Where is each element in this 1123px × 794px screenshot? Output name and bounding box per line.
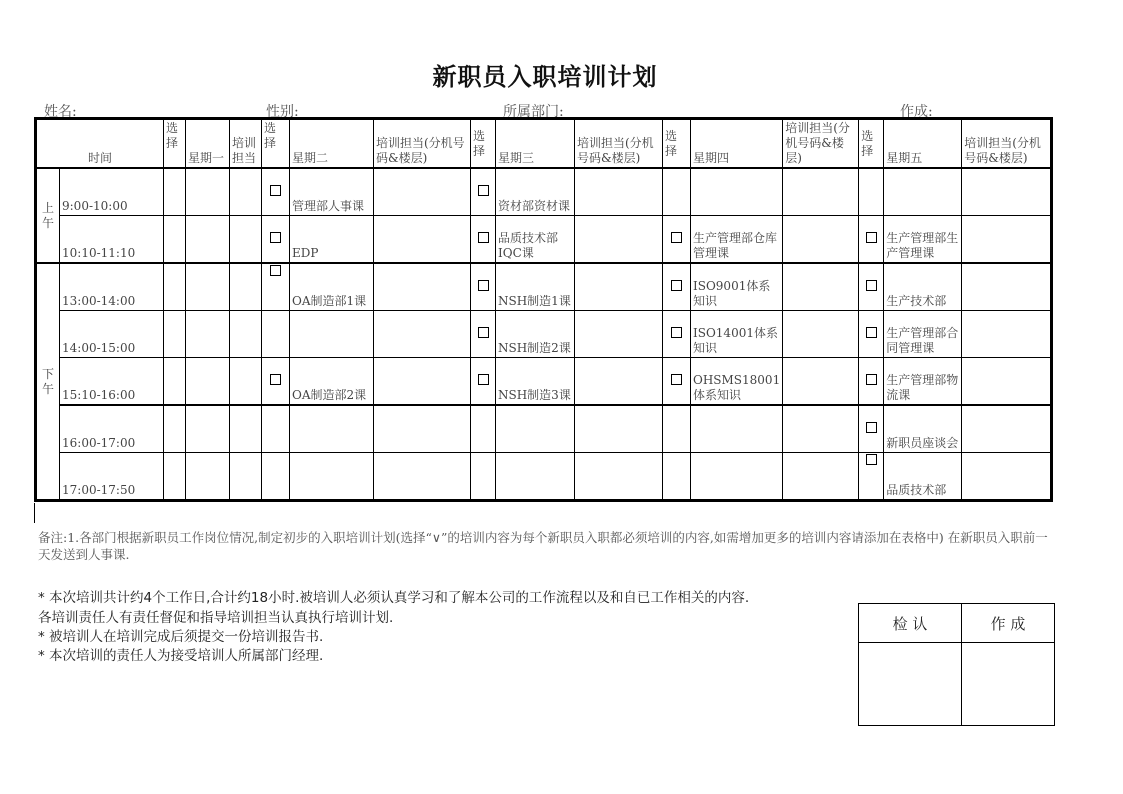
wednesday-course: NSH制造2课 — [496, 311, 575, 358]
gender-label: 性别: — [266, 104, 299, 120]
tuesday-course: EDP — [290, 216, 374, 264]
author-label: 作成: — [900, 104, 933, 120]
select-checkbox[interactable] — [866, 374, 877, 385]
select-checkbox[interactable] — [270, 185, 281, 196]
select-checkbox[interactable] — [671, 232, 682, 243]
statement-line: * 被培训人在培训完成后须提交一份培训报告书. — [38, 629, 324, 645]
tuesday-course: OA制造部2课 — [290, 358, 374, 406]
name-label: 姓名: — [44, 104, 77, 120]
wednesday-course: NSH制造1课 — [496, 263, 575, 311]
select-checkbox[interactable] — [866, 454, 877, 465]
check-signature-box[interactable] — [859, 643, 962, 726]
thursday-course — [691, 168, 783, 216]
tuesday-course — [290, 405, 374, 453]
select-checkbox[interactable] — [671, 374, 682, 385]
select-checkbox[interactable] — [866, 280, 877, 291]
header-select-thu: 选择 — [663, 119, 691, 169]
select-checkbox[interactable] — [478, 374, 489, 385]
thursday-course: 生产管理部仓库管理课 — [691, 216, 783, 264]
header-thursday-trainer: 培训担当(分机号码&楼层) — [783, 119, 859, 169]
wednesday-course — [496, 405, 575, 453]
wednesday-course: 资材部资材课 — [496, 168, 575, 216]
header-friday-trainer: 培训担当(分机号码&楼层) — [962, 119, 1052, 169]
header-select-mon: 选择 — [164, 119, 186, 169]
make-signature-box[interactable] — [962, 643, 1055, 726]
thursday-course: ISO14001体系知识 — [691, 311, 783, 358]
header-tuesday: 星期二 — [290, 119, 374, 169]
remark-note: 备注:1.各部门根据新职员工作岗位情况,制定初步的入职培训计划(选择“∨”的培训内容为每个新职员入职都必须培训的内容,如需增加更多的培训内容请添加在表格中) 在新职员入职前一天发送到人事课. — [38, 530, 1048, 562]
approval-table — [858, 603, 1055, 726]
select-checkbox[interactable] — [270, 265, 281, 276]
training-schedule-table — [34, 117, 1053, 502]
page-title: 新职员入职培训计划 — [432, 62, 658, 91]
table-row — [36, 453, 1052, 501]
select-checkbox[interactable] — [866, 232, 877, 243]
header-friday: 星期五 — [884, 119, 962, 169]
make-label: 作 成 — [962, 604, 1055, 643]
time-cell: 17:00-17:50 — [60, 453, 164, 501]
table-row — [36, 168, 1052, 216]
check-label: 检 认 — [859, 604, 962, 643]
tuesday-course — [290, 311, 374, 358]
department-label: 所属部门: — [503, 104, 564, 120]
select-checkbox[interactable] — [671, 327, 682, 338]
select-checkbox[interactable] — [478, 185, 489, 196]
header-row — [36, 119, 1052, 169]
table-row — [36, 405, 1052, 453]
header-select-wed: 选择 — [471, 119, 496, 169]
statement-line: 各培训责任人有责任督促和指导培训担当认真执行培训计划. — [38, 610, 394, 626]
tuesday-course: OA制造部1课 — [290, 263, 374, 311]
header-wednesday: 星期三 — [496, 119, 575, 169]
table-row — [36, 358, 1052, 406]
statement-line: * 本次培训共计约4个工作日,合计约18小时.被培训人必须认真学习和了解本公司的工作流程以及和自已工作相关的内容. — [38, 590, 750, 606]
time-cell: 13:00-14:00 — [60, 263, 164, 311]
table-side-line — [34, 503, 35, 523]
wednesday-course: 品质技术部IQC课 — [496, 216, 575, 264]
statement-line: * 本次培训的责任人为接受培训人所属部门经理. — [38, 648, 324, 664]
header-monday-trainer: 培训担当 — [230, 119, 262, 169]
friday-course: 品质技术部 — [884, 453, 962, 501]
friday-course: 生产管理部合同管理课 — [884, 311, 962, 358]
header-monday: 星期一 — [186, 119, 230, 169]
table-row — [36, 263, 1052, 311]
friday-course: 生产管理部生产管理课 — [884, 216, 962, 264]
afternoon-label: 下午 — [36, 263, 60, 501]
thursday-course — [691, 453, 783, 501]
header-time: 时间 — [36, 119, 164, 169]
friday-course — [884, 168, 962, 216]
select-checkbox[interactable] — [270, 232, 281, 243]
thursday-course: OHSMS18001体系知识 — [691, 358, 783, 406]
select-checkbox[interactable] — [478, 232, 489, 243]
header-select-fri: 选择 — [859, 119, 884, 169]
table-row — [36, 216, 1052, 264]
morning-label: 上午 — [36, 168, 60, 263]
header-tuesday-trainer: 培训担当(分机号码&楼层) — [374, 119, 471, 169]
friday-course: 生产技术部 — [884, 263, 962, 311]
select-checkbox[interactable] — [866, 327, 877, 338]
select-checkbox[interactable] — [270, 374, 281, 385]
select-checkbox[interactable] — [478, 327, 489, 338]
time-cell: 16:00-17:00 — [60, 405, 164, 453]
time-cell: 15:10-16:00 — [60, 358, 164, 406]
tuesday-course: 管理部人事课 — [290, 168, 374, 216]
header-wednesday-trainer: 培训担当(分机号码&楼层) — [575, 119, 663, 169]
header-thursday: 星期四 — [691, 119, 783, 169]
select-checkbox[interactable] — [671, 280, 682, 291]
wednesday-course — [496, 453, 575, 501]
wednesday-course: NSH制造3课 — [496, 358, 575, 406]
select-checkbox[interactable] — [478, 280, 489, 291]
time-cell: 10:10-11:10 — [60, 216, 164, 264]
thursday-course — [691, 405, 783, 453]
time-cell: 9:00-10:00 — [60, 168, 164, 216]
friday-course: 新职员座谈会 — [884, 405, 962, 453]
select-checkbox[interactable] — [866, 422, 877, 433]
tuesday-course — [290, 453, 374, 501]
table-row — [36, 311, 1052, 358]
thursday-course: ISO9001体系知识 — [691, 263, 783, 311]
time-cell: 14:00-15:00 — [60, 311, 164, 358]
friday-course: 生产管理部物流课 — [884, 358, 962, 406]
header-select-tue: 选择 — [262, 119, 290, 169]
